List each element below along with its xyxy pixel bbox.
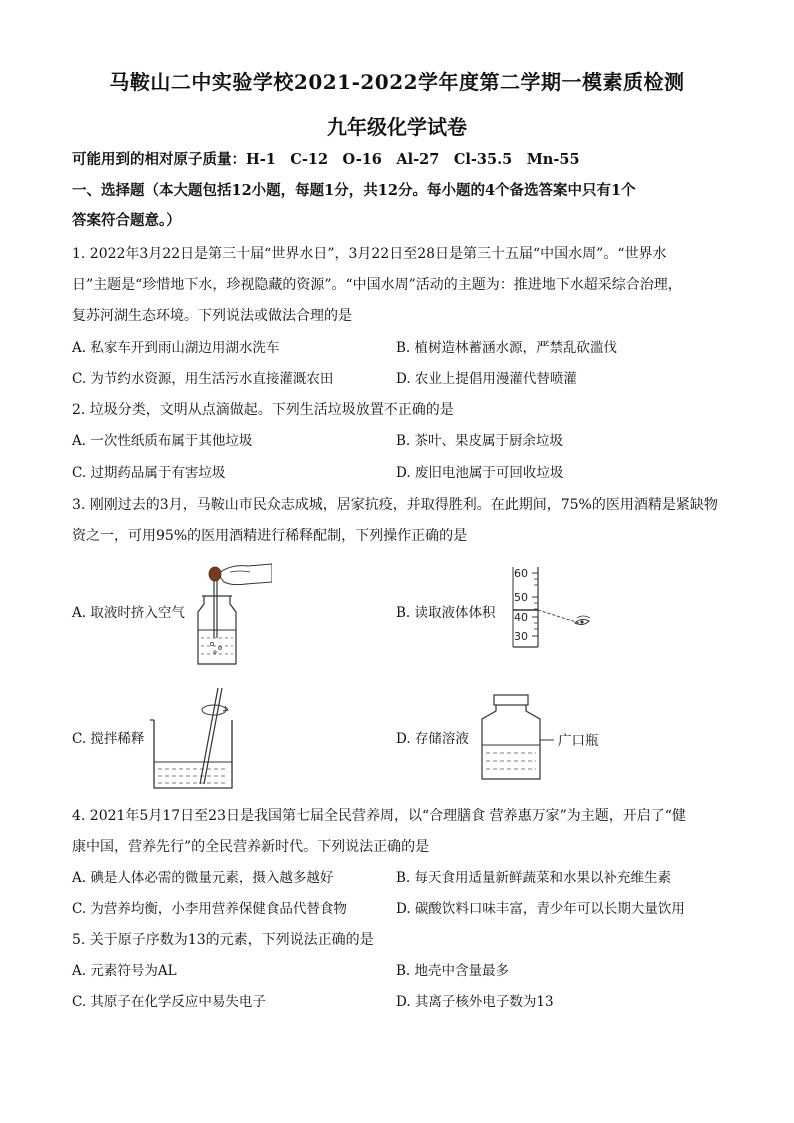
- q1-stem-line1: 1. 2022年3月22日是第三十届“世界水日”，3月22日至28日是第三十五届“中国水周”。“世界水: [72, 246, 667, 262]
- section-heading-line1: 一、选择题（本大题包括12小题，每题1分，共12分。每小题的4个备选答案中只有1个: [72, 182, 636, 199]
- q4-option-a: A. 碘是人体必需的微量元素，摄入越多越好: [72, 870, 334, 886]
- exam-title: 马鞍山二中实验学校2021-2022学年度第二学期一模素质检测: [109, 70, 685, 94]
- q2-option-d: D. 废旧电池属于可回收垃圾: [396, 465, 564, 481]
- bottle-label: 广口瓶: [558, 733, 599, 749]
- q3-option-d: D. 存储溶液: [396, 731, 469, 747]
- q4-stem-line1: 4. 2021年5月17日至23日是我国第七届全民营养周，以“合理膳食 营养惠万家”为主题，开启了“健: [72, 808, 686, 824]
- q5-option-b: B. 地壳中含量最多: [396, 963, 510, 979]
- q2-stem: 2. 垃圾分类，文明从点滴做起。下列生活垃圾放置不正确的是: [72, 402, 454, 418]
- atomic-masses: 可能用到的相对原子质量：H-1 C-12 O-16 Al-27 Cl-35.5 Mn-55: [72, 151, 580, 168]
- q5-stem: 5. 关于原子序数为13的元素，下列说法正确的是: [72, 932, 374, 948]
- q5-option-d: D. 其离子核外电子数为13: [396, 994, 554, 1010]
- q1-stem-line3: 复苏河湖生态环境。下列说法或做法合理的是: [72, 308, 352, 324]
- q1-stem-line2: 日”主题是“珍惜地下水，珍视隐藏的资源”。“中国水周”活动的主题为：推进地下水超采综合治理，: [72, 277, 682, 293]
- tick-label-60: 60: [514, 567, 528, 580]
- q4-option-b: B. 每天食用适量新鲜蔬菜和水果以补充维生素: [396, 870, 672, 886]
- tick-label-50: 50: [514, 591, 528, 604]
- q4-option-c: C. 为营养均衡，小李用营养保健食品代替食物: [72, 901, 347, 917]
- q1-option-a: A. 私家车开到雨山湖边用湖水洗车: [72, 340, 280, 356]
- tick-label-40: 40: [514, 611, 528, 624]
- q5-option-a: A. 元素符号为AL: [72, 963, 177, 979]
- exam-subtitle: 九年级化学试卷: [327, 115, 467, 139]
- graduated-cylinder-illustration: [505, 563, 595, 649]
- q3-option-c: C. 搅拌稀释: [72, 731, 145, 747]
- q1-option-d: D. 农业上提倡用漫灌代替喷灌: [396, 371, 577, 387]
- q3-option-b: B. 读取液体体积: [396, 605, 496, 621]
- q2-option-c: C. 过期药品属于有害垃圾: [72, 465, 226, 481]
- q2-option-a: A. 一次性纸质布属于其他垃圾: [72, 433, 253, 449]
- section-heading-line2: 答案符合题意。）: [72, 212, 181, 229]
- q2-option-b: B. 茶叶、果皮属于厨余垃圾: [396, 433, 564, 449]
- q3-option-a: A. 取液时挤入空气: [72, 605, 185, 621]
- wide-mouth-bottle-illustration: [476, 693, 566, 783]
- q5-option-c: C. 其原子在化学反应中易失电子: [72, 994, 266, 1010]
- q4-stem-line2: 康中国，营养先行”的全民营养新时代。下列说法正确的是: [72, 839, 430, 855]
- q4-option-d: D. 碳酸饮料口味丰富，青少年可以长期大量饮用: [396, 901, 685, 917]
- dropper-bottle-illustration: [190, 560, 272, 668]
- q3-stem-line2: 资之一，可用95%的医用酒精进行稀释配制，下列操作正确的是: [72, 528, 468, 544]
- q1-option-b: B. 植树造林蓄涵水源，严禁乱砍滥伐: [396, 340, 618, 356]
- q3-stem-line1: 3. 刚刚过去的3月，马鞍山市民众志成城，居家抗疫，并取得胜利。在此期间，75%的医用酒精是紧缺物: [72, 497, 718, 513]
- tick-label-30: 30: [514, 630, 528, 643]
- beaker-stirring-illustration: [146, 684, 250, 794]
- q1-option-c: C. 为节约水资源，用生活污水直接灌溉农田: [72, 371, 334, 387]
